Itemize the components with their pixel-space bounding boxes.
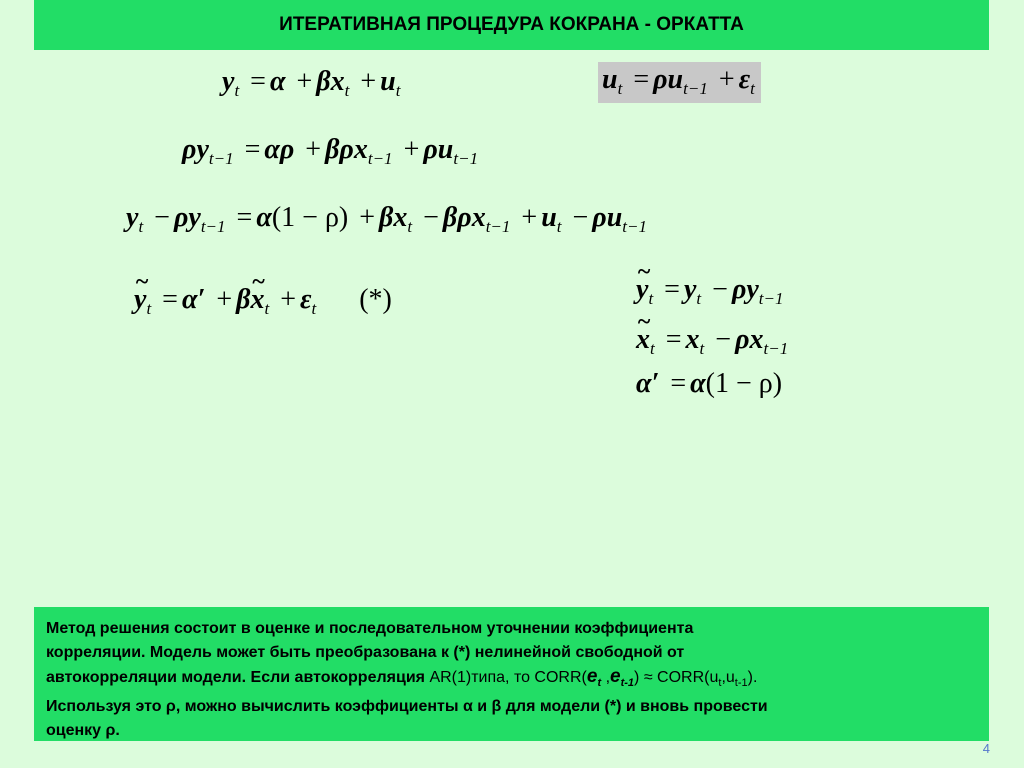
equation-difference: $y_t - \rho y_{t-1} = \alpha(1 - \rho) + \beta x_t - \beta\rho x_{t-1} + u_t - \rho u_{t-1}$ (126, 202, 647, 236)
equation-transformed: ~ $y_t = \alpha'$ + β~ $x_t + \varepsilon_t$ (*) (134, 286, 392, 317)
method-description (34, 607, 989, 741)
info-line-4: Используя это ρ, можно вычислить коэффициенты α и β для модели (*) и вновь провести (46, 698, 768, 716)
info-line-5: оценку ρ. (46, 722, 120, 740)
info-line-3: автокорреляции модели. Если автокорреляция AR(1)типа, то $CORR(e_t$ $,e_{t-1}$) ≈ $CORR(u_t,u_{t-1})$. (46, 666, 758, 690)
slide-title: ИТЕРАТИВНАЯ ПРОЦЕДУРА КОКРАНА - ОРКАТТА (34, 0, 989, 50)
equation-x-tilde: ~ $x_t = x_t - \rho x_{t-1}$ (636, 326, 788, 357)
equation-y-tilde: ~ $y_t = y_t - \rho y_{t-1}$ (636, 276, 784, 307)
equation-ar1-error: $u_t = \rho u_{t-1} + \varepsilon_t$ (598, 62, 761, 103)
equation-model: $y_t = \alpha + \beta x_t + u_t$ (222, 66, 401, 100)
info-line-2: корреляции. Модель может быть преобразована к (*) нелинейной свободной от (46, 644, 685, 661)
equation-lagged: $\rho y_{t-1} = \alpha\rho + \beta\rho x_{t-1} + \rho u_{t-1}$ (182, 134, 479, 168)
equation-alpha-prime: α′ = α(1 − ρ) (636, 368, 783, 399)
info-line-1: Метод решения состоит в оценке и последовательном уточнении коэффициента (46, 620, 694, 637)
page-number: 4 (982, 741, 990, 756)
